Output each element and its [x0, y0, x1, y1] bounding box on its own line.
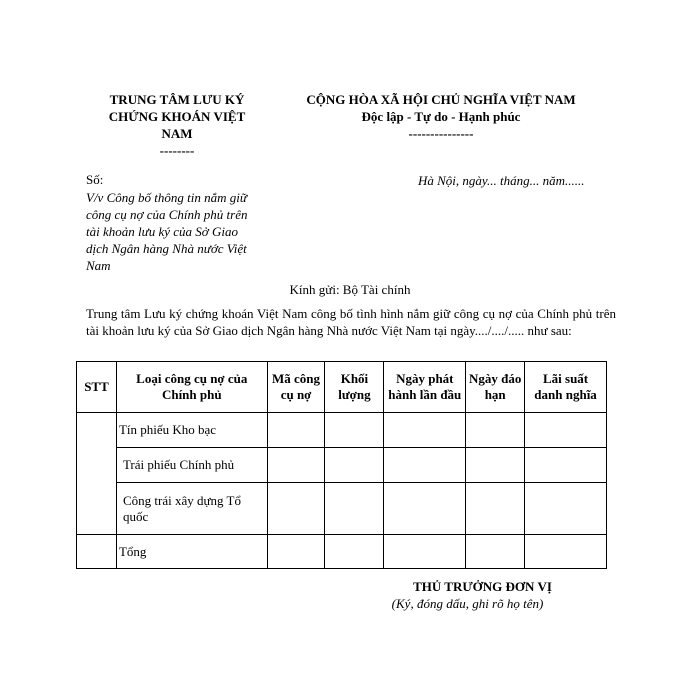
table-header-row: [77, 362, 607, 413]
subject-line: tài khoản lưu ký của Sở Giao: [86, 224, 238, 239]
table-cell: [267, 483, 325, 535]
row-label: Tín phiếu Kho bạc: [116, 413, 267, 448]
table-cell: [466, 413, 525, 448]
table-cell: [384, 483, 466, 535]
debt-instruments-table: [76, 361, 607, 569]
stt-cell: [77, 535, 117, 569]
table-cell: [384, 448, 466, 483]
table-cell: [325, 535, 384, 569]
issuer-separator: --------: [159, 143, 195, 158]
table-cell: [384, 535, 466, 569]
table-row: [77, 413, 607, 448]
header-stt: [77, 362, 117, 413]
signature-instruction: (Ký, đóng dấu, ghi rõ họ tên): [391, 596, 544, 611]
header-stt-text: STT: [84, 379, 109, 394]
table-total-row: [77, 535, 607, 569]
table-cell: [267, 413, 325, 448]
header-nominal-rate: [525, 362, 607, 413]
table-cell: [267, 448, 325, 483]
table-cell: [466, 448, 525, 483]
table-cell: [325, 413, 384, 448]
subject-line: Nam: [86, 258, 111, 273]
issuer-name-line-2: CHỨNG KHOÁN VIỆT: [108, 109, 246, 124]
table-cell: [384, 413, 466, 448]
table-cell: [525, 535, 607, 569]
header-instrument-code: [267, 362, 325, 413]
issuer-header: [92, 91, 262, 159]
subject-line: dịch Ngân hàng Nhà nước Việt: [86, 241, 247, 256]
table-cell: [466, 483, 525, 535]
header-volume: [325, 362, 384, 413]
motto-separator: ---------------: [408, 126, 474, 141]
table-cell: [525, 483, 607, 535]
table-cell: [525, 413, 607, 448]
signatory-title: THỦ TRƯỞNG ĐƠN VỊ: [413, 579, 552, 594]
issuer-name-line-1: TRUNG TÂM LƯU KÝ: [109, 92, 245, 107]
place-date: Hà Nội, ngày... tháng... năm......: [418, 173, 585, 188]
document-subject: [86, 189, 276, 274]
row-label: Tổng: [116, 535, 267, 569]
header-text: cụ nợ: [280, 387, 312, 402]
subject-line: V/v Công bố thông tin nắm giữ: [86, 190, 247, 205]
header-text: Ngày đáo: [468, 371, 522, 386]
intro-paragraph: Trung tâm Lưu ký chứng khoán Việt Nam công bố tình hình nắm giữ công cụ nợ của Chính phủ trên tài khoản lưu ký của Sở Giao dịch Ngân hàng Nhà nước Việt Nam tại ngày..../..../..... như sau:: [86, 306, 616, 338]
header-instrument-type: [116, 362, 267, 413]
nation-title: CỘNG HÒA XÃ HỘI CHỦ NGHĨA VIỆT NAM: [306, 92, 576, 107]
table-cell: [267, 535, 325, 569]
header-text: hạn: [484, 387, 506, 402]
subject-line: công cụ nợ của Chính phủ trên: [86, 207, 248, 222]
header-text: Lãi suất: [542, 371, 589, 386]
national-motto: Độc lập - Tự do - Hạnh phúc: [361, 109, 521, 124]
table-cell: [466, 535, 525, 569]
header-text: hành lần đầu: [388, 387, 462, 402]
header-text: danh nghĩa: [534, 387, 597, 402]
table-row: [77, 483, 607, 535]
table-cell: [525, 448, 607, 483]
table-cell: [325, 483, 384, 535]
recipient-line: Kính gửi: Bộ Tài chính: [289, 282, 411, 297]
stt-cell: [77, 413, 117, 535]
header-issue-date: [384, 362, 466, 413]
header-text: lượng: [338, 387, 371, 402]
header-text: Khối: [340, 371, 369, 386]
national-header: [280, 91, 602, 142]
document-number-label: Số:: [86, 172, 104, 187]
header-text: Mã công: [272, 371, 321, 386]
table-cell: [325, 448, 384, 483]
issuer-name-line-3: NAM: [161, 126, 193, 141]
header-maturity-date: [466, 362, 525, 413]
header-text: Chính phủ: [161, 387, 222, 402]
table-row: [77, 448, 607, 483]
header-text: Ngày phát: [396, 371, 454, 386]
row-label: Công trái xây dựng Tổ quốc: [116, 483, 267, 535]
header-text: Loại công cụ nợ của: [136, 371, 248, 386]
row-label: Trái phiếu Chính phủ: [116, 448, 267, 483]
